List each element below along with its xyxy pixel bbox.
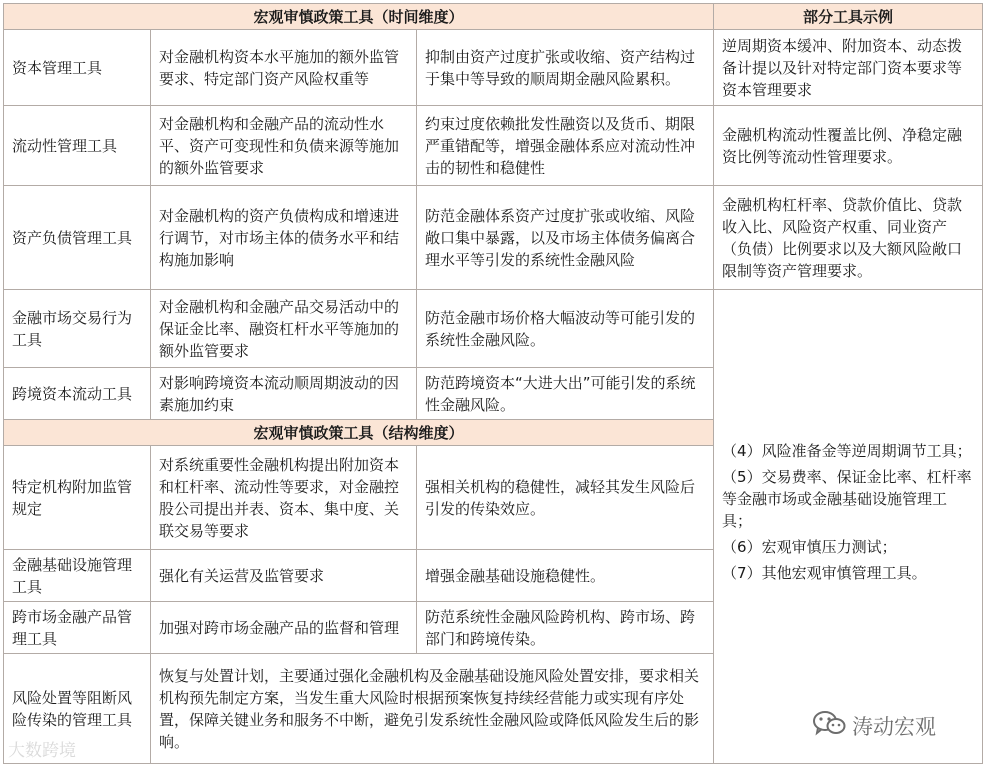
tool-measure: 强化有关运营及监管要求	[151, 550, 417, 602]
tool-purpose: 防范跨境资本“大进大出”可能引发的系统性金融风险。	[417, 368, 714, 420]
watermark-right	[812, 710, 936, 741]
header-structure-dimension: 宏观审慎政策工具（结构维度）	[4, 420, 714, 446]
tool-name: 跨境资本流动工具	[4, 368, 151, 420]
tool-name: 流动性管理工具	[4, 106, 151, 186]
tool-example: 金融机构流动性覆盖比例、净稳定融资比例等流动性管理要求。	[714, 106, 983, 186]
policy-tools-table	[3, 3, 983, 764]
tool-purpose: 强相关机构的稳健性，减轻其发生风险后引发的传染效应。	[417, 446, 714, 550]
tool-name: 资产负债管理工具	[4, 186, 151, 290]
table-row	[4, 106, 983, 186]
tool-measure: 对影响跨境资本流动顺周期波动的因素施加约束	[151, 368, 417, 420]
wechat-icon	[812, 710, 846, 741]
tool-purpose: 防范金融市场价格大幅波动等可能引发的系统性金融风险。	[417, 290, 714, 368]
other-example-item: （4）风险准备金等逆周期调节工具；	[722, 442, 972, 460]
tool-name: 金融市场交易行为工具	[4, 290, 151, 368]
tool-purpose: 防范金融体系资产过度扩张或收缩、风险敞口集中暴露，以及市场主体债务偏离合理水平等引发的系统性金融风险	[417, 186, 714, 290]
tool-measure: 加强对跨市场金融产品的监督和管理	[151, 602, 417, 654]
table-header-row	[4, 4, 983, 30]
tool-purpose: 增强金融基础设施稳健性。	[417, 550, 714, 602]
table-row	[4, 290, 983, 368]
table-row	[4, 186, 983, 290]
other-tool-examples	[714, 290, 983, 764]
header-time-dimension: 宏观审慎政策工具（时间维度）	[4, 4, 714, 30]
table-row	[4, 30, 983, 106]
other-example-item: （5）交易费率、保证金比率、杠杆率等金融市场或金融基础设施管理工具；	[722, 468, 972, 530]
tool-name: 资本管理工具	[4, 30, 151, 106]
tool-measure: 对金融机构的资产负债构成和增速进行调节，对市场主体的债务水平和结构施加影响	[151, 186, 417, 290]
other-example-item: （7）其他宏观审慎管理工具。	[722, 564, 927, 582]
other-example-item: （6）宏观审慎压力测试；	[722, 538, 897, 556]
tool-measure: 对金融机构和金融产品交易活动中的保证金比率、融资杠杆水平等施加的额外监管要求	[151, 290, 417, 368]
tool-name: 跨市场金融产品管理工具	[4, 602, 151, 654]
policy-tools-table-frame	[3, 3, 982, 764]
tool-name: 特定机构附加监管规定	[4, 446, 151, 550]
tool-measure: 对金融机构和金融产品的流动性水平、资产可变现性和负债来源等施加的额外监管要求	[151, 106, 417, 186]
watermark-left: 大数跨境	[8, 741, 76, 761]
watermark-right-text: 涛动宏观	[852, 714, 936, 739]
tool-name: 金融基础设施管理工具	[4, 550, 151, 602]
tool-name: 风险处置等阻断风险传染的管理工具	[4, 654, 151, 764]
tool-purpose: 抑制由资产过度扩张或收缩、资产结构过于集中等导致的顺周期金融风险累积。	[417, 30, 714, 106]
tool-measure: 对金融机构资本水平施加的额外监管要求、特定部门资产风险权重等	[151, 30, 417, 106]
tool-purpose: 约束过度依赖批发性融资以及货币、期限严重错配等，增强金融体系应对流动性冲击的韧性和稳健性	[417, 106, 714, 186]
tool-measure-merged: 恢复与处置计划，主要通过强化金融机构及金融基础设施风险处置安排，要求相关机构预先制定方案，当发生重大风险时根据预案恢复持续经营能力或实现有序处置，保障关键业务和服务不中断，避免引发系统性金融风险或降低风险发生后的影响。	[151, 654, 714, 764]
tool-purpose: 防范系统性金融风险跨机构、跨市场、跨部门和跨境传染。	[417, 602, 714, 654]
tool-example: 金融机构杠杆率、贷款价值比、贷款收入比、风险资产权重、同业资产（负债）比例要求以及大额风险敞口限制等资产管理要求。	[714, 186, 983, 290]
tool-example: 逆周期资本缓冲、附加资本、动态拨备计提以及针对特定部门资本要求等资本管理要求	[714, 30, 983, 106]
tool-measure: 对系统重要性金融机构提出附加资本和杠杆率、流动性等要求，对金融控股公司提出并表、资本、集中度、关联交易等要求	[151, 446, 417, 550]
header-examples: 部分工具示例	[714, 4, 983, 30]
